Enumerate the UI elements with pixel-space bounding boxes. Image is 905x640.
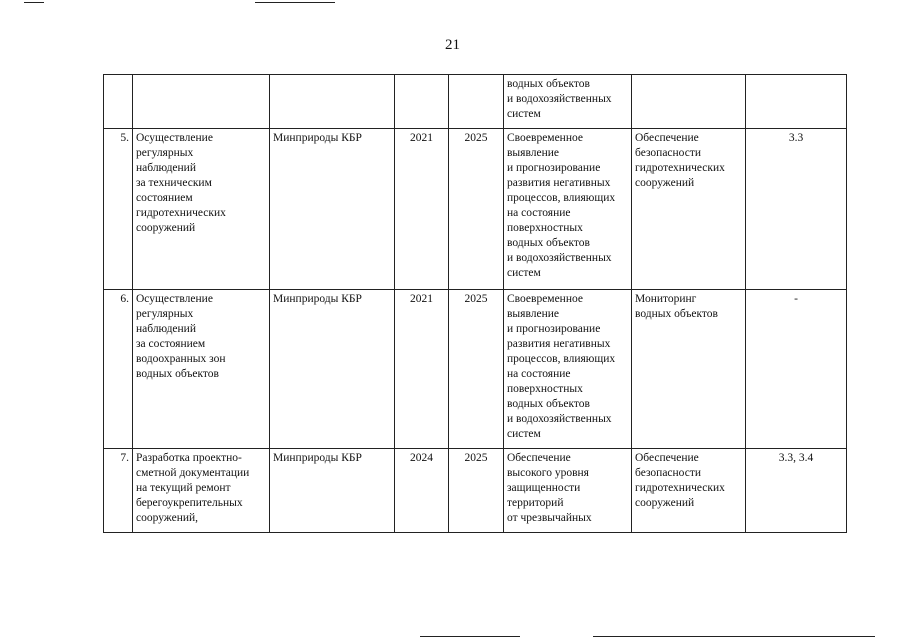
cell-end-year: 2025 [449,449,504,533]
cell-result: водных объектов и водохозяйственных систем [504,75,632,129]
measures-table [103,74,847,533]
table-row [104,449,847,533]
cell-end-year: 2025 [449,290,504,449]
cell-start-year: 2021 [395,129,449,290]
bottom-scan-line-left [420,636,520,637]
cell-direction: Обеспечение безопасности гидротехнических сооружений [632,129,746,290]
cell-start-year: 2021 [395,290,449,449]
cell-direction [632,75,746,129]
cell-indicator: 3.3, 3.4 [746,449,847,533]
cell-action: Осуществление регулярных наблюдений за состоянием водоохранных зон водных объектов [133,290,270,449]
cell-start-year: 2024 [395,449,449,533]
cell-end-year: 2025 [449,129,504,290]
table-row [104,290,847,449]
cell-action [133,75,270,129]
top-scan-mark-left [24,2,44,3]
cell-indicator [746,75,847,129]
cell-indicator: - [746,290,847,449]
cell-start-year [395,75,449,129]
cell-num: 6. [104,290,133,449]
table-row [104,75,847,129]
cell-result: Своевременное выявление и прогнозирование развития негативных процессов, влияющих на состояние поверхностных водных объектов и водохозяйственных систем [504,290,632,449]
cell-result: Своевременное выявление и прогнозирование развития негативных процессов, влияющих на состояние поверхностных водных объектов и водохозяйственных систем [504,129,632,290]
cell-action: Осуществление регулярных наблюдений за техническим состоянием гидротехнических сооружений [133,129,270,290]
table-row [104,129,847,290]
cell-action: Разработка проектно- сметной документации на текущий ремонт берегоукрепительных сооружений, [133,449,270,533]
cell-executor: Минприроды КБР [270,449,395,533]
cell-num: 7. [104,449,133,533]
top-scan-mark-right [255,2,335,3]
page-number: 21 [445,37,460,53]
cell-num [104,75,133,129]
cell-result: Обеспечение высокого уровня защищенности территорий от чрезвычайных [504,449,632,533]
cell-direction: Обеспечение безопасности гидротехнических сооружений [632,449,746,533]
cell-executor: Минприроды КБР [270,290,395,449]
cell-indicator: 3.3 [746,129,847,290]
cell-end-year [449,75,504,129]
cell-executor [270,75,395,129]
cell-direction: Мониторинг водных объектов [632,290,746,449]
cell-executor: Минприроды КБР [270,129,395,290]
bottom-scan-line-right [593,636,875,637]
cell-num: 5. [104,129,133,290]
